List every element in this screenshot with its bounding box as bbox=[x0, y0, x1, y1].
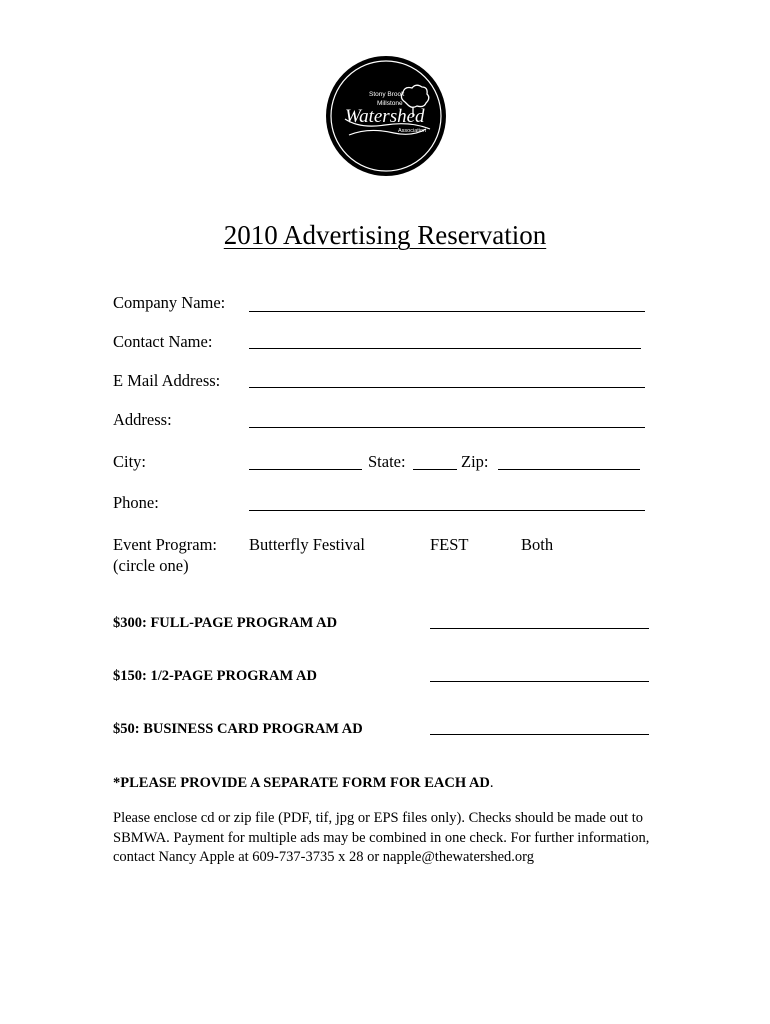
phone-label: Phone: bbox=[113, 493, 159, 512]
company-name-field[interactable] bbox=[249, 311, 645, 312]
circle-one-hint: (circle one) bbox=[113, 556, 189, 575]
city-label: City: bbox=[113, 452, 147, 471]
state-field[interactable] bbox=[413, 469, 457, 470]
logo-seal bbox=[325, 55, 447, 177]
separate-form-notice bbox=[113, 775, 494, 792]
logo-text-line1: Stony Brook bbox=[369, 91, 405, 98]
notice-period: . bbox=[489, 775, 494, 791]
page-title: 2010 Advertising Reservation bbox=[223, 220, 547, 250]
zip-field[interactable] bbox=[498, 469, 640, 470]
ad-full-page-label: $300: FULL-PAGE PROGRAM AD bbox=[113, 615, 338, 631]
ad-half-page-field[interactable] bbox=[430, 681, 649, 682]
city-field[interactable] bbox=[249, 469, 362, 470]
option-fest[interactable]: FEST bbox=[430, 535, 469, 554]
logo-text-line2: Millstone bbox=[377, 100, 403, 107]
option-both[interactable]: Both bbox=[521, 535, 554, 554]
email-label: E Mail Address: bbox=[113, 371, 221, 390]
ad-business-card-field[interactable] bbox=[430, 734, 649, 735]
watershed-logo bbox=[325, 55, 447, 177]
event-program-label: Event Program: bbox=[113, 535, 218, 554]
address-label: Address: bbox=[113, 410, 172, 429]
company-name-label: Company Name: bbox=[113, 293, 226, 312]
zip-label: Zip: bbox=[461, 452, 489, 471]
ad-full-page-field[interactable] bbox=[430, 628, 649, 629]
ad-business-card-label: $50: BUSINESS CARD PROGRAM AD bbox=[113, 721, 363, 737]
phone-field[interactable] bbox=[249, 510, 645, 511]
notice-bold-text: *PLEASE PROVIDE A SEPARATE FORM FOR EACH AD bbox=[113, 775, 490, 791]
logo-wordmark: Watershed bbox=[345, 106, 425, 127]
instructions-paragraph: Please enclose cd or zip file (PDF, tif, jpg or EPS files only). Checks should be made out to SBMWA. Payment for multiple ads may be combined in one check. For further information, contact Nancy Apple at 609-737-3735 x 28 or napple@thewatershed.org bbox=[113, 810, 650, 865]
contact-name-field[interactable] bbox=[249, 348, 641, 349]
contact-name-label: Contact Name: bbox=[113, 332, 213, 351]
ad-half-page-label: $150: 1/2-PAGE PROGRAM AD bbox=[113, 668, 317, 684]
option-butterfly-festival[interactable]: Butterfly Festival bbox=[249, 535, 365, 554]
email-field[interactable] bbox=[249, 387, 645, 388]
address-field[interactable] bbox=[249, 427, 645, 428]
logo-text-line3: Association bbox=[398, 128, 427, 134]
state-label: State: bbox=[368, 452, 406, 471]
